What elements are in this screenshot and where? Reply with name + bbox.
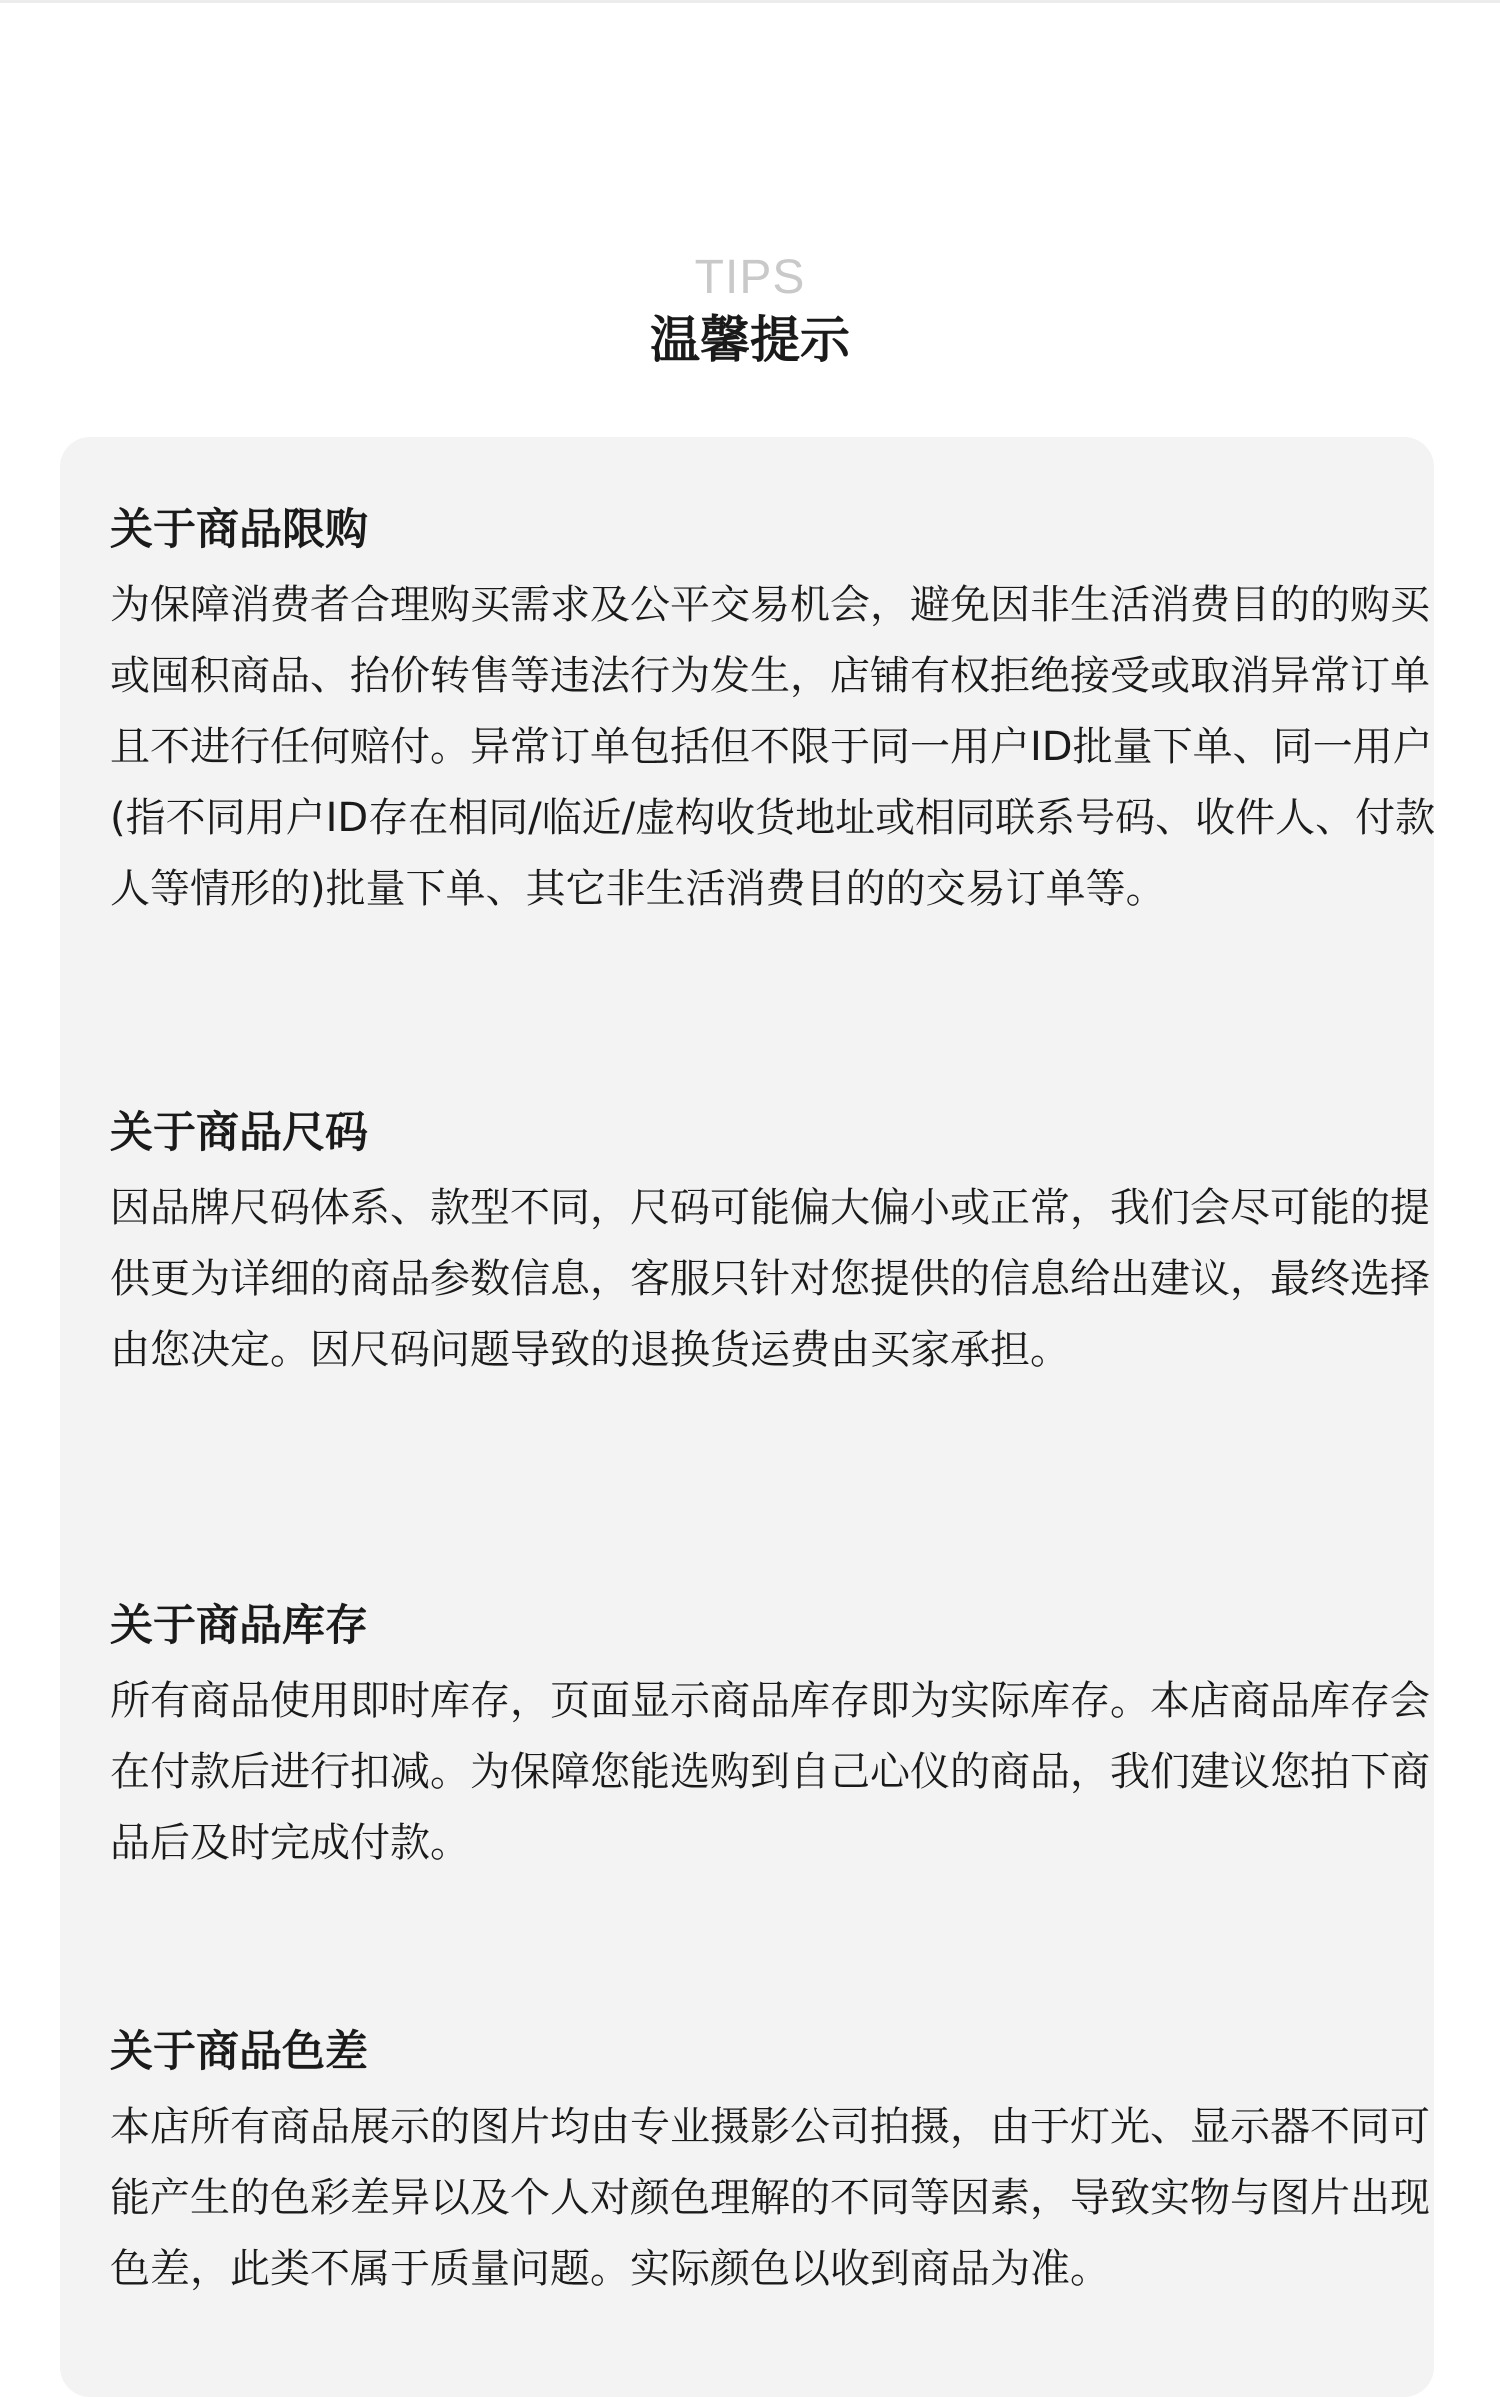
section-size (110, 1105, 1450, 1386)
tips-eyebrow: TIPS (694, 251, 806, 304)
section-body: 为保障消费者合理购买需求及公平交易机会，避免因非生活消费目的的购买或囤积商品、抬价转售等违法行为发生，店铺有权拒绝接受或取消异常订单且不进行任何赔付。异常订单包括但不限于同一用户ID批量下单、同一用户(指不同用户ID存在相同/临近/虚构收货地址或相同联系号码、收件人、付款人等情形的)批量下单、其它非生活消费目的的交易订单等。 (110, 582, 1436, 912)
section-stock (110, 1598, 1450, 1879)
tips-header (0, 250, 1500, 372)
section-body: 本店所有商品展示的图片均由专业摄影公司拍摄，由于灯光、显示器不同可能产生的色彩差异以及个人对颜色理解的不同等因素，导致实物与图片出现色差，此类不属于质量问题。实际颜色以收到商品为准。 (110, 2104, 1430, 2292)
section-title: 关于商品尺码 (110, 1108, 368, 1158)
top-divider (0, 0, 1500, 3)
section-title: 关于商品色差 (110, 2027, 368, 2077)
section-body: 因品牌尺码体系、款型不同，尺码可能偏大偏小或正常，我们会尽可能的提供更为详细的商品参数信息，客服只针对您提供的信息给出建议，最终选择由您决定。因尺码问题导致的退换货运费由买家承担。 (110, 1185, 1430, 1373)
section-color-difference (110, 2024, 1450, 2305)
tips-title: 温馨提示 (650, 311, 850, 369)
section-body: 所有商品使用即时库存，页面显示商品库存即为实际库存。本店商品库存会在付款后进行扣减。为保障您能选购到自己心仪的商品，我们建议您拍下商品后及时完成付款。 (110, 1678, 1430, 1866)
section-purchase-limit (110, 502, 1450, 925)
tips-card (60, 437, 1434, 2397)
section-title: 关于商品库存 (110, 1601, 368, 1651)
section-title: 关于商品限购 (110, 505, 368, 555)
